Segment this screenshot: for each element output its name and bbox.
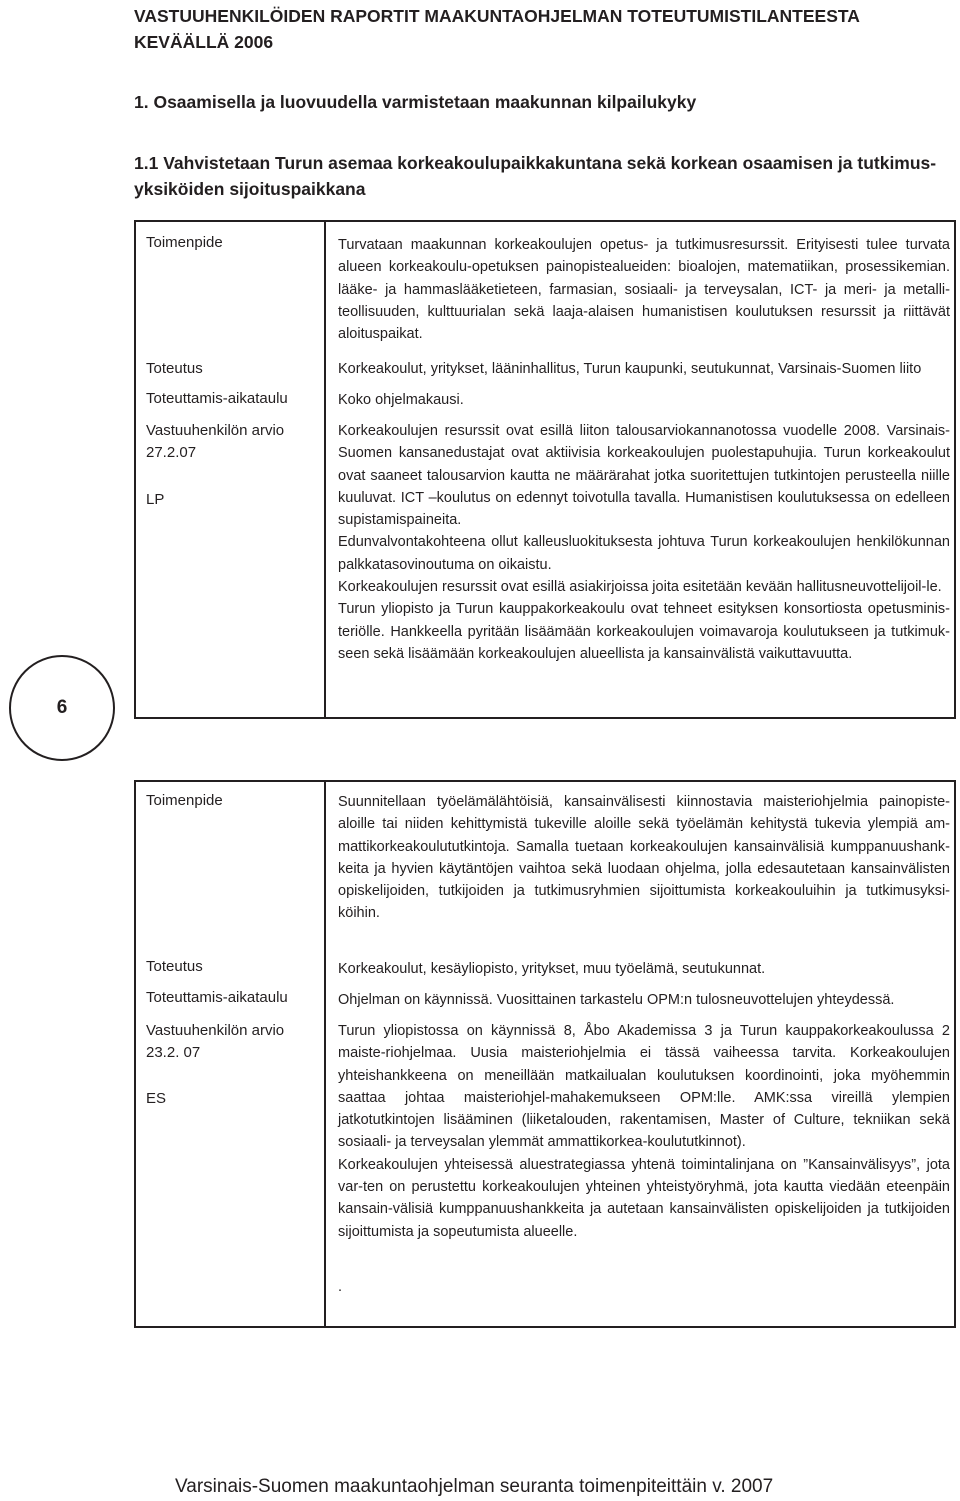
toimenpide-text: Suunnitellaan työelämälähtöisiä, kansainvälisesti kiinnostavia maisteriohjelmia painopiste-aloille tai niiden kehittymistä tukeville aloille sekä työelämän kehitystä tukevia ylempiä am-mattikorkeakoulututkintoja. Samalla tuetaan korkeakoulujen kansainvälisiä kumppanuushank-keita ja hyvien käytäntöjen vaihtoa sekä luodaan ohjelma, jolla edesautetaan kansainvälisten opiskelijoiden, tutkijoiden ja tutkimusryhmien sijoittumista korkeakouluihin ja tutkimusyksi-köihin. xyxy=(338,794,950,922)
arvio-paragraph: Korkeakoulujen resurssit ovat esillä asiakirjoissa joita esitetään kevään hallitusneuvottelijoil-le. xyxy=(338,579,942,596)
arvio-initials: ES xyxy=(146,1090,167,1107)
label-arvio: Vastuuhenkilön arvio xyxy=(146,1022,285,1039)
page-number: 6 xyxy=(9,655,115,761)
label-toteutus: Toteutus xyxy=(146,360,203,377)
arvio-paragraph: Turun yliopisto ja Turun kauppakorkeakoulu ovat tehneet esityksen konsortiosta opetusminis-teriölle. Hankkeella pyritään lisäämään korkeakoulujen voimavaroja koulutukseen ja tutkimuk-seen sekä lisäämään korkeakoulujen alueellista ja kansainvälistä vaikuttavuutta. xyxy=(338,601,950,662)
arvio-paragraph: Edunvalvontakohteena ollut kalleusluokituksesta johtuva Turun korkeakoulujen henkilökunnan palkkatasovinoutuma on oikaistu. xyxy=(338,534,950,573)
arvio-date: 27.2.07 xyxy=(146,444,197,461)
measure-table-2 xyxy=(134,780,956,1328)
trailing-dot: . xyxy=(338,1279,343,1295)
arvio-text xyxy=(338,420,950,665)
arvio-paragraph: Korkeakoulujen resurssit ovat esillä liiton talousarviokannanotossa vuodelle 2008. Varsinais-Suomen kansanedustajat ovat aktiivisia korkeakoulujen puolestapuhujia. Turun korkeakoulut ovat saaneet talousarvion kautta ne määrärahat jotka suoritettujen tutkintojen perusteella niille kuuluvat. ICT –koulutus on edennyt toivotulla tavalla. Humanistisen koulutuksessa on edelleen supistamispaineita. xyxy=(338,423,950,529)
document-title: VASTUUHENKILÖIDEN RAPORTIT MAAKUNTAOHJELMAN TOTEUTUMISTILANTEESTA KEVÄÄLLÄ 2006 xyxy=(134,6,860,52)
section-heading: 1. Osaamisella ja luovuudella varmistetaan maakunnan kilpailukyky xyxy=(134,92,697,112)
label-toimenpide: Toimenpide xyxy=(146,234,223,251)
label-toimenpide: Toimenpide xyxy=(146,792,223,809)
aikataulu-text: Ohjelman on käynnissä. Vuosittainen tarkastelu OPM:n tulosneuvottelujen yhteydessä. xyxy=(338,992,895,1008)
subsection-heading: 1.1 Vahvistetaan Turun asemaa korkeakoulupaikkakuntana sekä korkean osaamisen ja tutkimus-yksiköiden sijoituspaikkana xyxy=(134,153,937,199)
label-aikataulu: Toteuttamis-aikataulu xyxy=(146,390,288,407)
toimenpide-text: Turvataan maakunnan korkeakoulujen opetus- ja tutkimusresurssit. Erityisesti tulee turvata alueen korkeakoulu-opetuksen painopistealueiden: bioalojen, matematiikan, prosessikemian. lääke- ja hammaslääketieteen, farmasian, sosiaali- ja terveysalan, ICT- ja meri- ja metalli-teollisuuden, kulttuurialan sekä laaja-alaisen humanistisen koulutuksen resurssit ja riittävät aloituspaikat. xyxy=(338,237,950,343)
label-toteutus: Toteutus xyxy=(146,958,203,975)
column-divider xyxy=(324,780,326,1328)
label-aikataulu: Toteuttamis-aikataulu xyxy=(146,989,288,1006)
arvio-date: 23.2. 07 xyxy=(146,1044,201,1061)
arvio-paragraph: Turun yliopistossa on käynnissä 8, Åbo Akademissa 3 ja Turun kauppakorkeakoulussa 2 maiste-riohjelmaa. Uusia maisteriohjelmia ei tässä vaiheessa tarvita. Korkeakoulujen yhteishankkeena on meneillään matkailualan koulutuksen koordinointi, joka myöhemmin saattaa johtaa maisteriohjel-mahakemukseen OPM:lle. AMK:ssa vireillä ylempien jatkotutkintojen lisääminen (liiketalouden, rakentamisen, Master of Culture, tekniikan sekä sosiaali- ja terveysalan ylemmät ammattikorkea-koulututkinnot). xyxy=(338,1023,950,1151)
aikataulu-text: Koko ohjelmakausi. xyxy=(338,392,464,408)
page-footer: Varsinais-Suomen maakuntaohjelman seuranta toimenpiteittäin v. 2007 xyxy=(175,1476,774,1497)
measure-table-1 xyxy=(134,220,956,719)
arvio-text xyxy=(338,1020,950,1243)
toteutus-text: Korkeakoulut, yritykset, lääninhallitus, Turun kaupunki, seutukunnat, Varsinais-Suomen liito xyxy=(338,361,922,377)
column-divider xyxy=(324,220,326,719)
label-arvio: Vastuuhenkilön arvio xyxy=(146,422,285,439)
arvio-initials: LP xyxy=(146,491,165,508)
toteutus-text: Korkeakoulut, kesäyliopisto, yritykset, muu työelämä, seutukunnat. xyxy=(338,961,766,977)
arvio-paragraph: Korkeakoulujen yhteisessä aluestrategiassa yhtenä toimintalinjana on ”Kansainvälisyys”, jota var-ten on perustettu korkeakoulujen yhteinen yhteistyöryhmä, jota kautta viedään eteenpäin kansain-välisiä kumppanuushankkeita ja autetaan kansainvälisten opiskelijoiden ja tutkijoiden sijoittumista ja sopeutumista alueelle. xyxy=(338,1156,950,1240)
